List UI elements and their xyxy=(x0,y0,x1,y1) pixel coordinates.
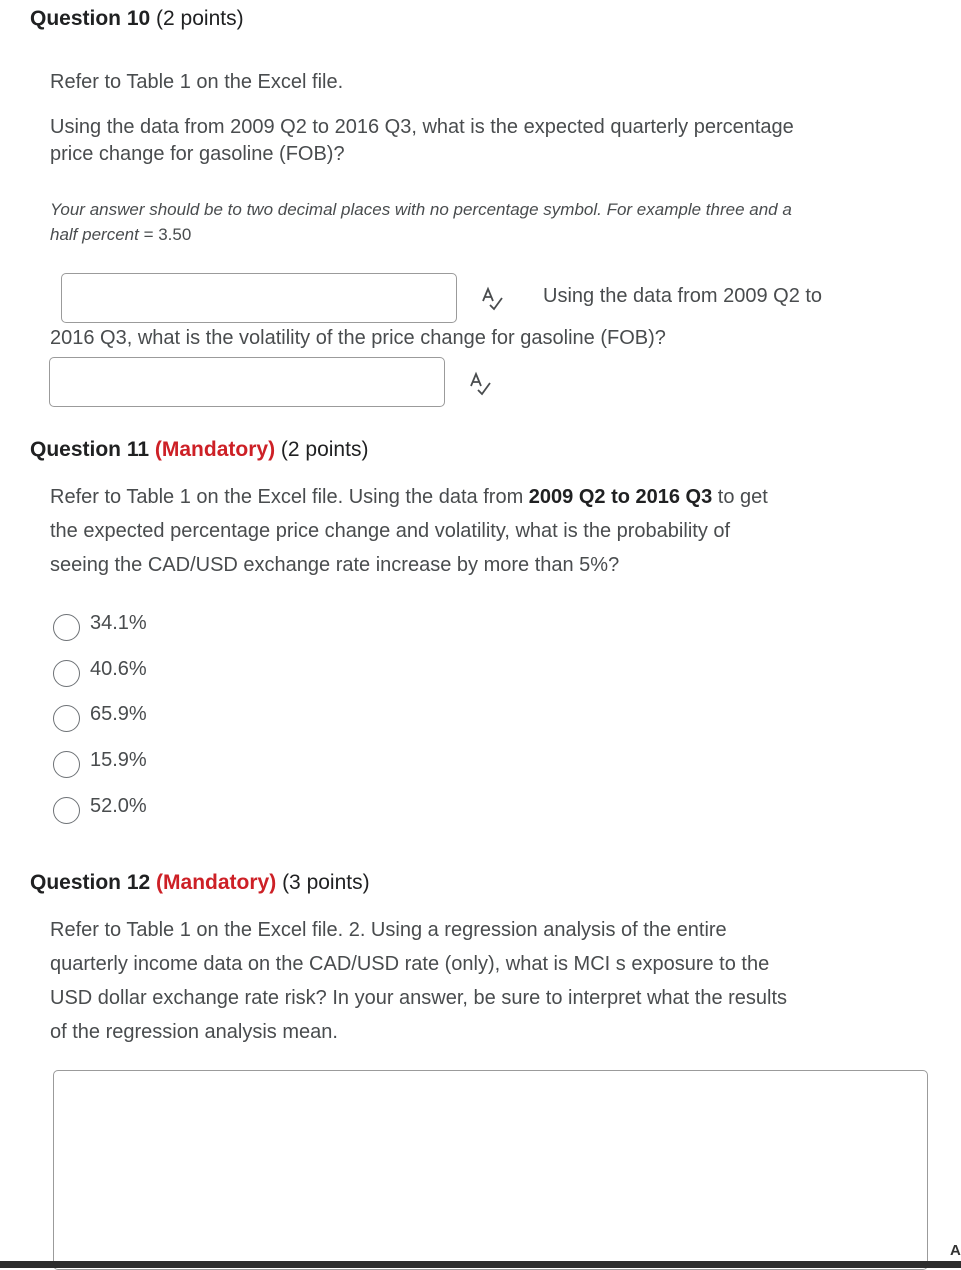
spellcheck-icon[interactable] xyxy=(479,285,505,311)
bottom-bar xyxy=(0,1261,961,1268)
option-label: 40.6% xyxy=(90,658,147,680)
radio-button[interactable] xyxy=(53,614,80,641)
answer-input-volatility[interactable] xyxy=(49,357,445,407)
essay-answer-textarea[interactable] xyxy=(53,1070,928,1270)
q10-intro: Refer to Table 1 on the Excel file. xyxy=(50,71,344,93)
radio-button[interactable] xyxy=(53,751,80,778)
radio-button[interactable] xyxy=(53,705,80,732)
question-10-title: Question 10 (2 points) xyxy=(30,7,244,30)
q11-question: Refer to Table 1 on the Excel file. Using the data from 2009 Q2 to 2016 Q3 to get the expected percentage price change and volatility, what is the probability of seeing the CAD/USD exchange rate increase by more than 5%? xyxy=(50,486,768,576)
radio-button[interactable] xyxy=(53,660,80,687)
mandatory-label: (Mandatory) xyxy=(156,871,277,894)
q10-followup-b: 2016 Q3, what is the volatility of the price change for gasoline (FOB)? xyxy=(50,327,666,349)
radio-button[interactable] xyxy=(53,797,80,824)
q12-question: Refer to Table 1 on the Excel file. 2. Using a regression analysis of the entire quarterly income data on the CAD/USD rate (only), what is MCI s exposure to the USD dollar exchange rate risk? In your answer, be sure to interpret what the results of the regression analysis mean. xyxy=(50,919,788,1043)
q10-followup-a: Using the data from 2009 Q2 to xyxy=(543,285,823,307)
option-label: 65.9% xyxy=(90,703,147,725)
spellcheck-icon[interactable] xyxy=(467,370,493,396)
mandatory-label: (Mandatory) xyxy=(154,438,276,461)
q10-hint: Your answer should be to two decimal places with no percentage symbol. For example three and a half percent = 3.50 xyxy=(50,200,792,244)
q10-question: Using the data from 2009 Q2 to 2016 Q3, what is the expected quarterly percentage price change for gasoline (FOB)? xyxy=(50,116,794,165)
option-label: 34.1% xyxy=(90,612,147,634)
option-label: 15.9% xyxy=(90,749,147,771)
option-label: 52.0% xyxy=(90,795,147,817)
answer-input-expected-change[interactable] xyxy=(61,273,457,323)
question-12-title: Question 12 (Mandatory) (3 points) xyxy=(30,871,370,894)
corner-letter: A xyxy=(950,1242,961,1259)
question-11-title: Question 11 (Mandatory) (2 points) xyxy=(30,438,369,461)
